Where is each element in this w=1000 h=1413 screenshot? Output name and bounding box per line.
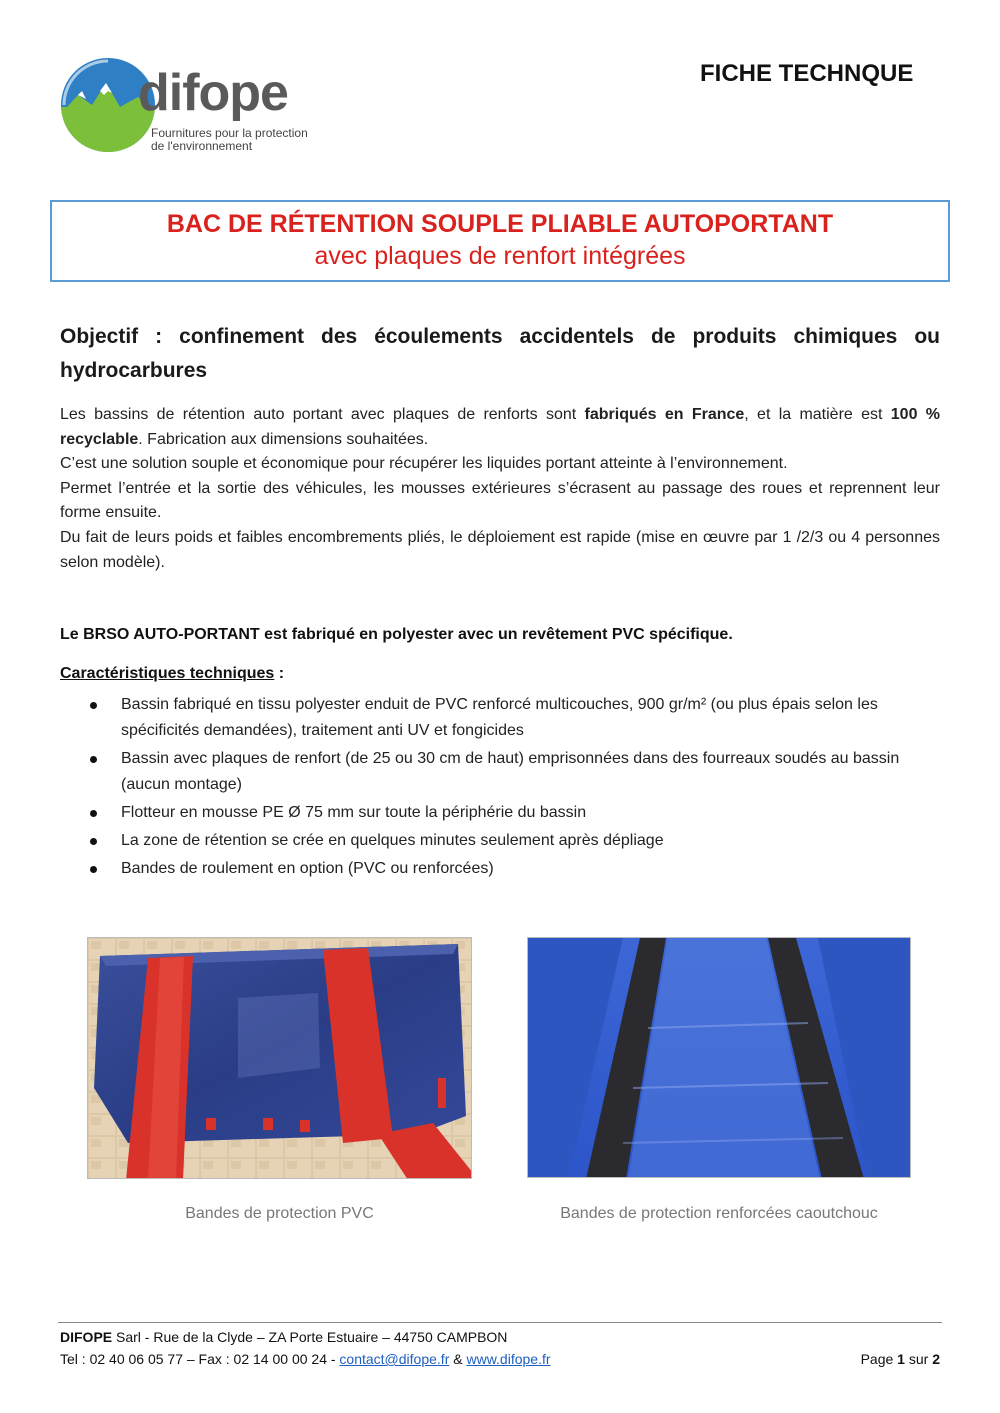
list-item-text: La zone de rétention se crée en quelques minutes seulement après dépliage — [121, 832, 664, 849]
footer-company: DIFOPE — [60, 1329, 113, 1345]
page-current: 1 — [897, 1351, 905, 1367]
footer-contact-line — [60, 1348, 940, 1370]
document-type-heading: FICHE TECHNQUE — [700, 60, 914, 87]
page-separator: sur — [904, 1351, 933, 1367]
logo-tagline — [151, 127, 308, 153]
page-number — [861, 1348, 940, 1370]
footer-email-link[interactable]: contact@difope.fr — [339, 1351, 450, 1367]
objective-heading: Objectif : confinement des écoulements accidentels de produits chimiques ou hydrocarbures — [60, 325, 940, 382]
intro-paragraph-2: C’est une solution souple et économique pour récupérer les liquides portant atteinte à l’environnement. — [60, 455, 788, 473]
characteristics-list — [90, 692, 940, 884]
bullet-icon — [90, 810, 97, 817]
footer-website-link[interactable]: www.difope.fr — [466, 1351, 551, 1367]
logo-tagline-line2: de l'environnement — [151, 139, 253, 153]
intro-text — [60, 403, 940, 575]
list-item-text: Bassin fabriqué en tissu polyester enduit de PVC renforcé multicouches, 900 gr/m² (ou plus épais selon les spécificités demandées), traitement anti UV et fongicides — [121, 696, 878, 739]
intro-paragraph-4: Du fait de leurs poids et faibles encombrements pliés, le déploiement est rapide (mise en œuvre par 1 /2/3 ou 4 personnes selon modèle). — [60, 528, 940, 571]
bullet-icon — [90, 756, 97, 763]
list-item — [90, 800, 940, 826]
list-item — [90, 856, 940, 882]
intro-p1-a: Les bassins de rétention auto portant avec plaques de renforts sont — [60, 406, 585, 423]
bullet-icon — [90, 866, 97, 873]
brso-statement: Le BRSO AUTO-PORTANT est fabriqué en polyester avec un revêtement PVC spécifique. — [60, 626, 733, 643]
product-subtitle: avec plaques de renfort intégrées — [314, 242, 686, 270]
logo-wordmark: difope — [138, 64, 288, 122]
logo-tagline-line1: Fournitures pour la protection — [151, 126, 308, 140]
page-word: Page — [860, 1351, 898, 1367]
photo-caption-rubber: Bandes de protection renforcées caoutchouc — [560, 1205, 878, 1222]
footer-phone-fax: Tel : 02 40 06 05 77 – Fax : 02 14 00 00 24 - — [60, 1351, 340, 1367]
intro-p1-made-in-france: fabriqués en France — [584, 406, 745, 423]
characteristics-heading-text: Caractéristiques techniques — [60, 665, 275, 682]
intro-paragraph-3: Permet l’entrée et la sortie des véhicules, les mousses extérieures s’écrasent au passage des roues et reprennent leur forme ensuite. — [60, 479, 940, 522]
bullet-icon — [90, 838, 97, 845]
photo-rubber-strips-image — [528, 938, 911, 1178]
photo-pvc-strips-image — [88, 938, 472, 1179]
difope-logo — [58, 55, 338, 165]
list-item — [90, 828, 940, 854]
page-total: 2 — [932, 1351, 940, 1367]
intro-p1-c: , et la matière est — [744, 406, 891, 423]
photo-rubber-strips — [527, 937, 911, 1178]
intro-paragraph-1 — [60, 403, 940, 452]
intro-p1-e: . Fabrication aux dimensions souhaitées. — [138, 430, 429, 448]
product-title: BAC DE RÉTENTION SOUPLE PLIABLE AUTOPORTANT — [166, 210, 834, 238]
photo-pvc-strips — [87, 937, 472, 1179]
list-item-text: Bassin avec plaques de renfort (de 25 ou 30 cm de haut) emprisonnées dans des fourreaux soudés au bassin (aucun montage) — [121, 750, 900, 793]
photo-caption-pvc: Bandes de protection PVC — [185, 1205, 374, 1222]
list-item-text: Flotteur en mousse PE Ø 75 mm sur toute la périphérie du bassin — [121, 804, 587, 821]
footer-address: Sarl - Rue de la Clyde – ZA Porte Estuaire – 44750 CAMPBON — [112, 1329, 508, 1345]
footer-ampersand: & — [449, 1351, 467, 1367]
footer-divider — [58, 1322, 942, 1323]
footer — [60, 1326, 940, 1370]
list-item — [90, 746, 940, 798]
characteristics-heading-colon: : — [274, 665, 285, 682]
footer-address-line — [60, 1326, 940, 1348]
list-item — [90, 692, 940, 744]
title-box — [50, 200, 950, 282]
characteristics-heading — [60, 665, 284, 683]
list-item-text: Bandes de roulement en option (PVC ou renforcées) — [121, 860, 494, 877]
bullet-icon — [90, 702, 97, 709]
intro-p1-recyclable: 100 % recyclable — [60, 406, 940, 448]
